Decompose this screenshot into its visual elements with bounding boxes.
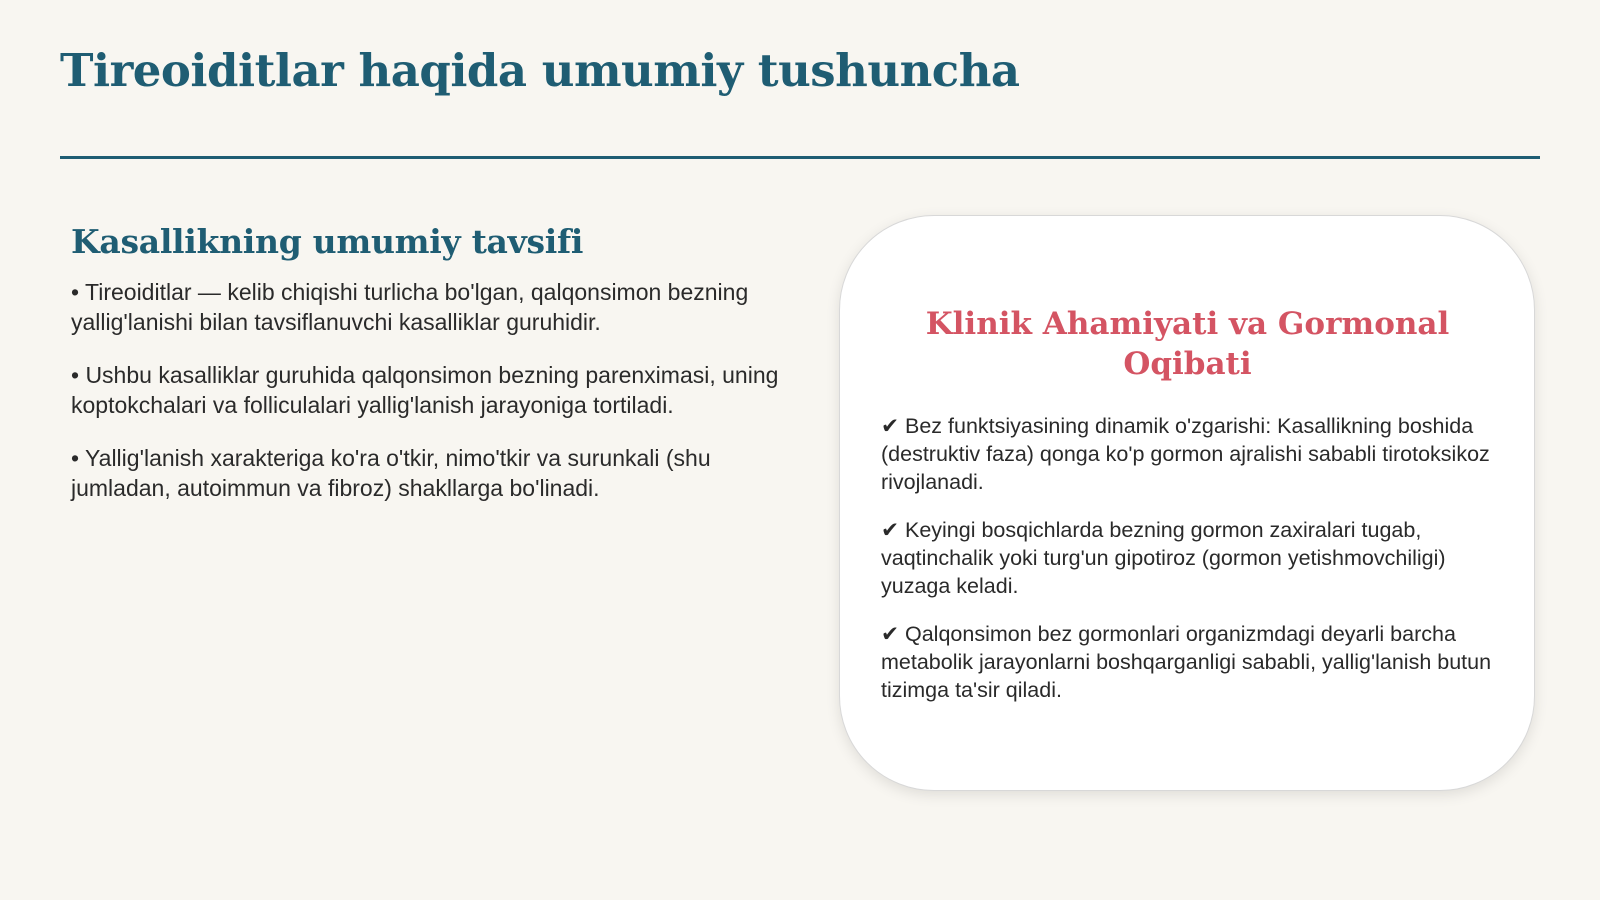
overview-bullet-list: [71, 277, 791, 503]
overview-section: [71, 222, 791, 526]
card-check-item: ✔ Keyingi bosqichlarda bezning gormon zaxiralari tugab, vaqtinchalik yoki turg'un gipotiroz (gormon yetishmovchiligi) yuzaga keladi.: [881, 518, 1446, 598]
card-heading: Klinik Ahamiyati va Gormonal Oqibati: [925, 306, 1450, 382]
overview-bullet: • Ushbu kasalliklar guruhida qalqonsimon bezning parenximasi, uning koptokchalari va folliculalari yallig'lanish jarayoniga tortiladi.: [71, 362, 779, 418]
clinical-significance-card: [839, 215, 1535, 791]
card-checklist: [881, 412, 1494, 704]
overview-bullet: • Yallig'lanish xarakteriga ko'ra o'tkir, nimo'tkir va surunkali (shu jumladan, autoimmun va fibroz) shakllarga bo'linadi.: [71, 445, 711, 501]
overview-bullet: • Tireoiditlar — kelib chiqishi turlicha bo'lgan, qalqonsimon bezning yallig'lanishi bilan tavsiflanuvchi kasalliklar guruhidir.: [71, 279, 749, 335]
overview-heading: Kasallikning umumiy tavsifi: [71, 222, 584, 261]
card-check-item: ✔ Bez funktsiyasining dinamik o'zgarishi: Kasallikning boshida (destruktiv faza) qonga ko'p gormon ajralishi sababli tirotoksikoz rivojlanadi.: [881, 414, 1490, 494]
title-divider: [60, 156, 1540, 159]
slide-title: Tireoiditlar haqida umumiy tushuncha: [60, 44, 1020, 97]
card-check-item: ✔ Qalqonsimon bez gormonlari organizmdagi deyarli barcha metabolik jarayonlarni boshqarganligi sababli, yallig'lanish butun tizimga ta'sir qiladi.: [881, 622, 1492, 702]
